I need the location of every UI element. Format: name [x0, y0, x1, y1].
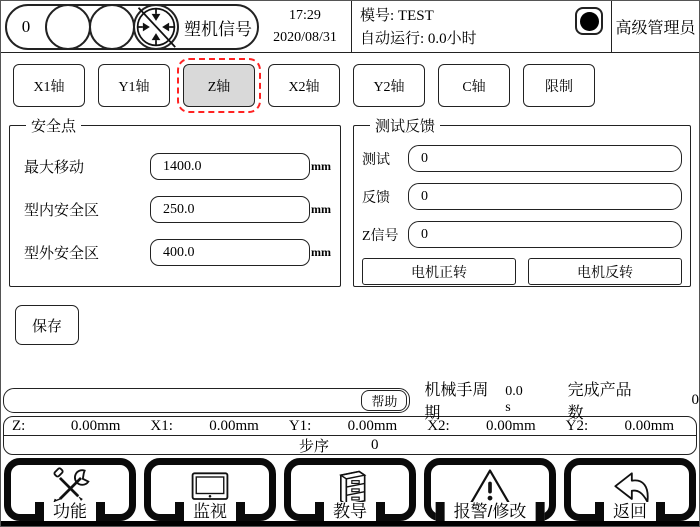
function-button-label: 功能 [35, 502, 105, 521]
teach-button-label: 教导 [315, 502, 385, 521]
tab-x2-axis[interactable]: X2轴 [268, 64, 340, 107]
auto-runtime: 自动运行: 0.0小时 [360, 30, 477, 47]
pos-z-label: Z: [12, 417, 26, 434]
monitor-button-label: 监视 [175, 502, 245, 521]
inner-safe-zone-row [18, 196, 332, 223]
motor-buttons [362, 258, 682, 285]
tab-c-axis[interactable]: C轴 [438, 64, 510, 107]
z-signal-row [362, 221, 682, 248]
machine-signal-label: 塑机信号 [184, 19, 252, 39]
robot-cycle-value: 0.0 s [505, 384, 523, 415]
help-row [1, 382, 699, 422]
axis-positions-row [4, 417, 696, 436]
z-signal-input[interactable]: 0 [408, 221, 682, 248]
outer-safe-zone-row [18, 239, 332, 266]
alarm-modify-button-label: 报警/修改 [436, 502, 545, 521]
feedback-row [362, 183, 682, 210]
pos-x1-label: X1: [150, 417, 173, 434]
tab-z-axis[interactable]: Z轴 [183, 64, 255, 107]
monitor-button[interactable] [144, 458, 276, 521]
feedback-label: 反馈 [362, 190, 390, 206]
pos-z-value: 0.00mm [70, 417, 121, 434]
return-button-label: 返回 [595, 502, 665, 521]
pos-x1 [142, 418, 280, 435]
user-role: 高级管理员 [611, 1, 699, 52]
pos-y2-label: Y2: [565, 417, 589, 434]
test-feedback-panel [353, 115, 691, 287]
pos-z [4, 418, 142, 435]
alarm-modify-button[interactable] [424, 458, 556, 521]
step-value: 0 [371, 436, 379, 453]
message-bar [3, 388, 410, 413]
inner-safe-zone-input[interactable]: 250.0 [150, 196, 310, 223]
inner-safe-zone-unit: mm [311, 202, 331, 216]
step-row [4, 436, 696, 454]
safety-point-panel [9, 115, 341, 287]
clock-time: 17:29 [289, 8, 321, 23]
mold-info [351, 1, 611, 52]
max-move-input[interactable]: 1400.0 [150, 153, 310, 180]
tab-y2-axis[interactable]: Y2轴 [353, 64, 425, 107]
pos-x2-value: 0.00mm [486, 417, 536, 434]
outer-safe-zone-label: 型外安全区 [24, 246, 100, 262]
tab-limit[interactable]: 限制 [523, 64, 595, 107]
pos-x1-value: 0.00mm [209, 417, 259, 434]
machine-signal-group [5, 4, 259, 50]
top-bar [1, 1, 699, 53]
panels [9, 115, 691, 287]
outer-safe-zone-unit: mm [311, 245, 331, 259]
help-button[interactable]: 帮助 [361, 390, 407, 411]
test-row [362, 145, 682, 172]
function-button[interactable] [4, 458, 136, 521]
save-button[interactable]: 保存 [15, 305, 79, 345]
status-box [3, 416, 697, 455]
robot-cycle-label: 机械手周期 [424, 382, 489, 422]
pos-y2-value: 0.00mm [624, 417, 675, 434]
tab-y1-axis[interactable]: Y1轴 [98, 64, 170, 107]
axis-tabs [13, 64, 699, 108]
products-done-value: 0 [691, 391, 699, 408]
step-label: 步序 [299, 438, 330, 455]
indicator-circle-1 [45, 4, 91, 50]
record-dot [580, 12, 599, 31]
safety-panel-title: 安全点 [31, 119, 77, 135]
max-move-label: 最大移动 [24, 160, 85, 176]
indicator-circle-2 [89, 4, 135, 50]
pos-y1-value: 0.00mm [347, 417, 398, 434]
products-done-label: 完成产品数 [567, 382, 632, 422]
signal-counter: 0 [21, 17, 31, 36]
test-input[interactable]: 0 [408, 145, 682, 172]
test-label: 测试 [362, 152, 390, 168]
test-panel-title: 测试反馈 [375, 119, 436, 135]
clock-date: 2020/08/31 [273, 29, 337, 45]
pos-y1-label: Y1: [288, 417, 312, 434]
max-move-row [18, 153, 332, 180]
pos-y2 [558, 418, 696, 435]
return-button[interactable] [564, 458, 696, 521]
z-signal-label: Z信号 [362, 228, 399, 244]
pos-x2-label: X2: [427, 417, 450, 434]
pos-x2 [419, 418, 557, 435]
teach-button[interactable] [284, 458, 416, 521]
motor-forward-button[interactable]: 电机正转 [362, 258, 516, 285]
record-toggle-icon[interactable] [575, 7, 603, 35]
max-move-unit: mm [311, 159, 331, 173]
bottom-toolbar [1, 458, 699, 527]
pos-y1 [281, 418, 419, 435]
inner-safe-zone-label: 型内安全区 [24, 203, 100, 219]
feedback-input[interactable]: 0 [408, 183, 682, 210]
tab-x1-axis[interactable]: X1轴 [13, 64, 85, 107]
outer-safe-zone-input[interactable]: 400.0 [150, 239, 310, 266]
collapse-arrows-icon[interactable] [133, 4, 179, 50]
datetime [259, 1, 351, 52]
mold-number: 模号: TEST [360, 8, 434, 24]
motor-reverse-button[interactable]: 电机反转 [528, 258, 682, 285]
